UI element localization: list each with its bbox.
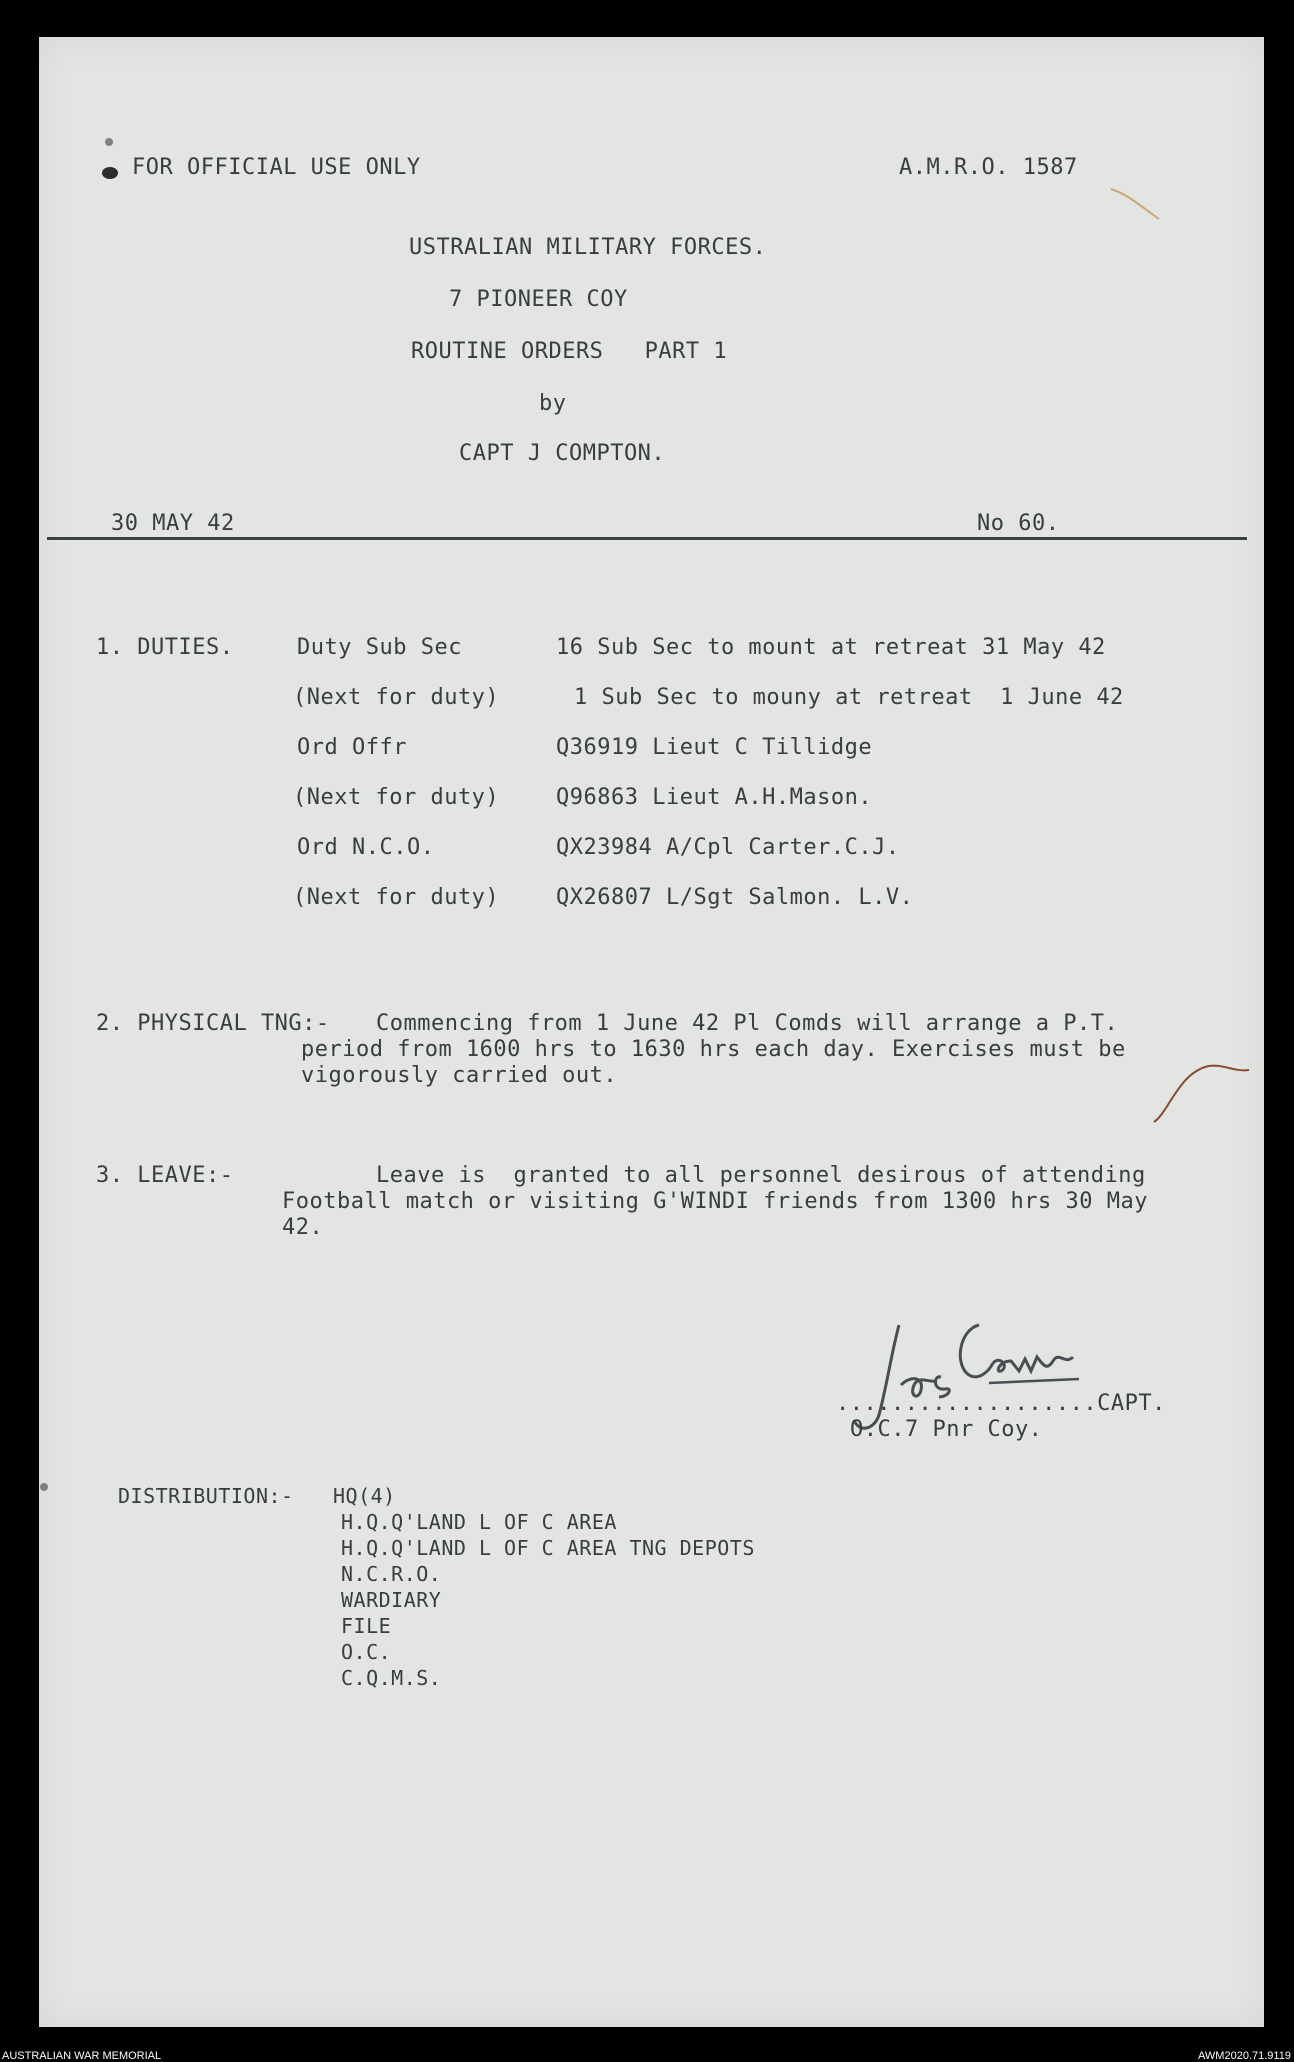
title-line-3: ROUTINE ORDERS PART 1 (411, 339, 728, 364)
leave-line-1: Leave is granted to all personnel desirous of attending (376, 1163, 1146, 1188)
physical-heading: 2. PHYSICAL TNG:- (96, 1011, 330, 1036)
distribution-item: FILE (341, 1614, 392, 1638)
distribution-item: C.Q.M.S. (341, 1666, 442, 1690)
title-line-1: USTRALIAN MILITARY FORCES. (409, 235, 767, 260)
duty-value: QX23984 A/Cpl Carter.C.J. (556, 835, 900, 860)
duty-value: QX26807 L/Sgt Salmon. L.V. (556, 885, 914, 910)
distribution-item: WARDIARY (341, 1588, 442, 1612)
stain-mark (1109, 185, 1169, 225)
distribution-item: HQ(4) (333, 1484, 396, 1508)
duty-label: Ord N.C.O. (297, 835, 435, 860)
title-line-5: CAPT J COMPTON. (459, 441, 666, 466)
footer-right: AWM2020.71.9119 (1198, 2050, 1291, 2062)
physical-line-2: period from 1600 hrs to 1630 hrs each day. Exercises must be (301, 1037, 1126, 1062)
duty-label: (Next for duty) (293, 785, 500, 810)
duty-label: Duty Sub Sec (297, 635, 462, 660)
distribution-item: H.Q.Q'LAND L OF C AREA (341, 1510, 617, 1534)
duty-value: 1 Sub Sec to mouny at retreat 1 June 42 (574, 685, 1124, 710)
footer-left: AUSTRALIAN WAR MEMORIAL (2, 2050, 162, 2062)
distribution-item: N.C.R.O. (341, 1562, 442, 1586)
duty-value: Q36919 Lieut C Tillidge (556, 735, 873, 760)
distribution-heading: DISTRIBUTION:- (118, 1484, 294, 1508)
punch-hole (105, 138, 113, 146)
distribution-item: H.Q.Q'LAND L OF C AREA TNG DEPOTS (341, 1536, 755, 1560)
physical-line-1: Commencing from 1 June 42 Pl Comds will arrange a P.T. (376, 1011, 1119, 1036)
leave-line-2: Football match or visiting G'WINDI friends from 1300 hrs 30 May (282, 1189, 1148, 1214)
signature-dots-rank: ...................CAPT. (836, 1391, 1166, 1416)
duty-label: Ord Offr (297, 735, 407, 760)
order-number: No 60. (977, 511, 1060, 536)
order-date: 30 MAY 42 (111, 511, 235, 536)
form-number: A.M.R.O. 1587 (899, 155, 1078, 180)
physical-line-3: vigorously carried out. (301, 1063, 618, 1088)
duty-value: 16 Sub Sec to mount at retreat 31 May 42 (556, 635, 1106, 660)
signatory-title: O.C.7 Pnr Coy. (850, 1417, 1043, 1442)
punch-hole (102, 167, 118, 179)
distribution-item: O.C. (341, 1640, 392, 1664)
classification-marking: FOR OFFICIAL USE ONLY (132, 155, 421, 180)
duty-label: (Next for duty) (293, 885, 500, 910)
duty-label: (Next for duty) (293, 685, 500, 710)
leave-heading: 3. LEAVE:- (96, 1163, 234, 1188)
title-line-4: by (539, 391, 567, 416)
duty-value: Q96863 Lieut A.H.Mason. (556, 785, 873, 810)
leave-line-3: 42. (282, 1215, 324, 1240)
title-line-2: 7 PIONEER COY (449, 287, 628, 312)
punch-hole (40, 1483, 48, 1491)
duties-heading: 1. DUTIES. (96, 635, 234, 660)
document-page (39, 37, 1264, 2027)
header-rule (47, 537, 1247, 540)
fibre-mark (1149, 1052, 1259, 1132)
